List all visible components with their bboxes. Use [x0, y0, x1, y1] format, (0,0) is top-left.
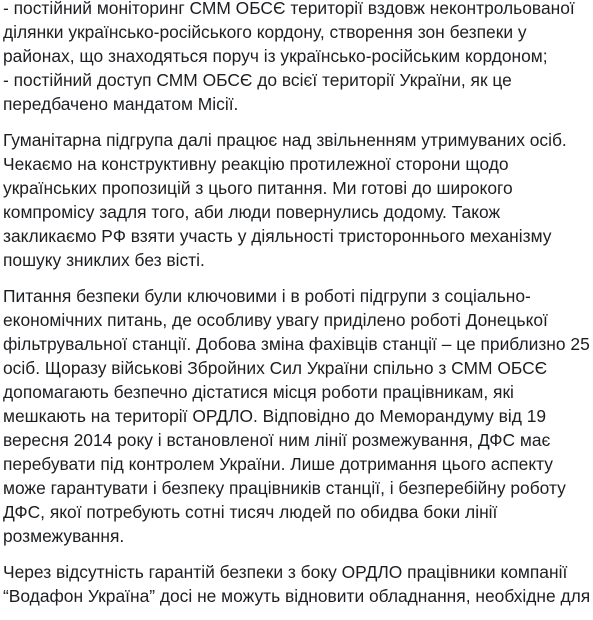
paragraph-humanitarian — [3, 128, 588, 272]
text-line: пошуку зниклих без вісті. — [3, 250, 205, 270]
text-line: може гарантувати і безпеку працівників станції, і безперебійну роботу — [3, 478, 566, 498]
text-line: Через відсутність гарантій безпеки з боку ОРДЛО працівники компанії — [3, 562, 568, 582]
paragraph-demands — [3, 0, 588, 116]
text-line: економічних питань, де особливу увагу приділено роботі Донецької — [3, 310, 548, 330]
text-line: закликаємо РФ взяти участь у діяльності тристороннього механізму — [3, 226, 552, 246]
text-line: районах, що знаходяться поруч із українсько-російським кордоном; — [3, 46, 548, 66]
text-line: Питання безпеки були ключовими і в роботі підгрупи з соціально- — [3, 286, 531, 306]
text-line: Чекаємо на конструктивну реакцію протилежної сторони щодо — [3, 154, 509, 174]
text-line: осіб. Щоразу військові Збройних Сил України спільно з СММ ОБСЄ — [3, 358, 548, 378]
text-line: українських пропозицій з цього питання. Ми готові до широкого — [3, 178, 513, 198]
text-line: перебувати під контролем України. Лише дотримання цього аспекту — [3, 454, 553, 474]
text-line: розмежування. — [3, 526, 125, 546]
text-line: Гуманітарна підгрупа далі працює над звільненням утримуваних осіб. — [3, 130, 567, 150]
text-line: передбачено мандатом Місії. — [3, 94, 239, 114]
paragraph-vodafone — [3, 560, 591, 608]
text-line: фільтрувальної станції. Добова зміна фахівців станції – це приблизно 25 — [3, 334, 590, 354]
text-line: мешкають на території ОРДЛО. Відповідно до Меморандуму від 19 — [3, 406, 547, 426]
text-line: - постійний доступ СММ ОБСЄ до всієї території України, як це — [3, 70, 512, 90]
post-body — [3, 0, 591, 620]
paragraph-security — [3, 284, 588, 548]
text-line: “Водафон Україна” досі не можуть відновити обладнання, необхідне для — [3, 586, 591, 606]
text-line: ДФС, якої потребують сотні тисяч людей по обидва боки лінії — [3, 502, 498, 522]
text-line: - постійний моніторинг СММ ОБСЄ території вздовж неконтрольованої — [3, 0, 575, 18]
text-line: ділянки українсько-російського кордону, створення зон безпеки у — [3, 22, 527, 42]
text-line: вересня 2014 року і встановленої ним лінії розмежування, ДФС має — [3, 430, 551, 450]
text-line: компромісу задля того, аби люди повернулись додому. Також — [3, 202, 501, 222]
text-line: допомагають безпечно дістатися місця роботи працівникам, які — [3, 382, 514, 402]
